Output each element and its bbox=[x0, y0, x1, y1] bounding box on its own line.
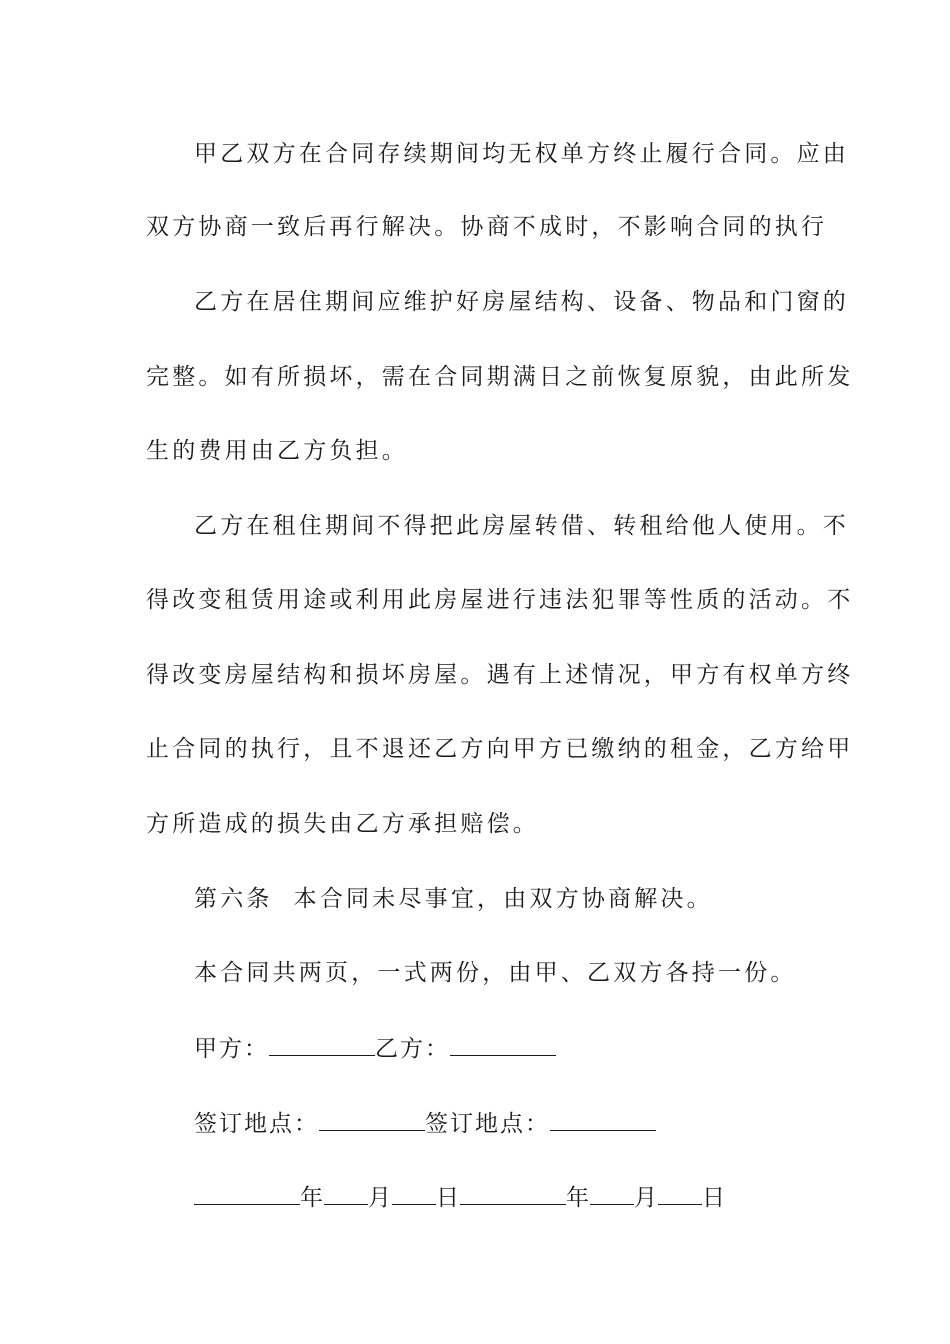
date-b-year-blank[interactable] bbox=[460, 1182, 566, 1205]
date-b-day-blank[interactable] bbox=[658, 1182, 702, 1205]
paragraph-2-line-2: 完整。如有所损坏，需在合同期满日之前恢复原貌，由此所发 bbox=[146, 364, 854, 390]
paragraph-1-line-1: 甲乙双方在合同存续期间均无权单方终止履行合同。应由 bbox=[194, 141, 849, 167]
article-6-clause: 第六条 本合同未尽事宜，由双方协商解决。 bbox=[194, 886, 713, 912]
place-a-blank[interactable] bbox=[319, 1108, 425, 1131]
paragraph-3-line-2: 得改变租赁用途或利用此房屋进行违法犯罪等性质的活动。不 bbox=[146, 587, 854, 613]
party-a-blank[interactable] bbox=[269, 1033, 375, 1056]
date-a-day-label: 日 bbox=[436, 1185, 460, 1211]
signature-place-row bbox=[194, 1108, 854, 1139]
paragraph-2-line-1: 乙方在居住期间应维护好房屋结构、设备、物品和门窗的 bbox=[194, 289, 849, 315]
date-a-year-blank[interactable] bbox=[194, 1182, 300, 1205]
date-b-day-label: 日 bbox=[702, 1185, 726, 1211]
place-b-blank[interactable] bbox=[550, 1108, 656, 1131]
paragraph-2-line-3: 生的费用由乙方负担。 bbox=[146, 438, 408, 464]
date-a-day-blank[interactable] bbox=[392, 1182, 436, 1205]
date-b-month-blank[interactable] bbox=[590, 1182, 634, 1205]
date-b-month-label: 月 bbox=[634, 1185, 658, 1211]
copies-clause: 本合同共两页，一式两份，由甲、乙双方各持一份。 bbox=[194, 960, 797, 986]
date-a-year-label: 年 bbox=[300, 1185, 324, 1211]
party-a-label: 甲方： bbox=[194, 1036, 269, 1062]
paragraph-3-line-5: 方所造成的损失由乙方承担赔偿。 bbox=[146, 811, 539, 837]
paragraph-1-line-2: 双方协商一致后再行解决。协商不成时，不影响合同的执行 bbox=[146, 214, 828, 240]
date-a-month-blank[interactable] bbox=[324, 1182, 368, 1205]
date-b-year-label: 年 bbox=[566, 1185, 590, 1211]
date-a-month-label: 月 bbox=[368, 1185, 392, 1211]
party-b-label: 乙方： bbox=[375, 1036, 450, 1062]
signature-date-row bbox=[194, 1182, 854, 1213]
paragraph-3-line-1: 乙方在租住期间不得把此房屋转借、转租给他人使用。不 bbox=[194, 513, 849, 539]
paragraph-3-line-3: 得改变房屋结构和损坏房屋。遇有上述情况，甲方有权单方终 bbox=[146, 662, 854, 688]
party-b-blank[interactable] bbox=[450, 1033, 556, 1056]
place-a-label: 签订地点： bbox=[194, 1111, 319, 1137]
signature-parties-row bbox=[194, 1033, 854, 1064]
place-b-label: 签订地点： bbox=[425, 1111, 550, 1137]
paragraph-3-line-4: 止合同的执行，且不退还乙方向甲方已缴纳的租金，乙方给甲 bbox=[146, 736, 854, 762]
